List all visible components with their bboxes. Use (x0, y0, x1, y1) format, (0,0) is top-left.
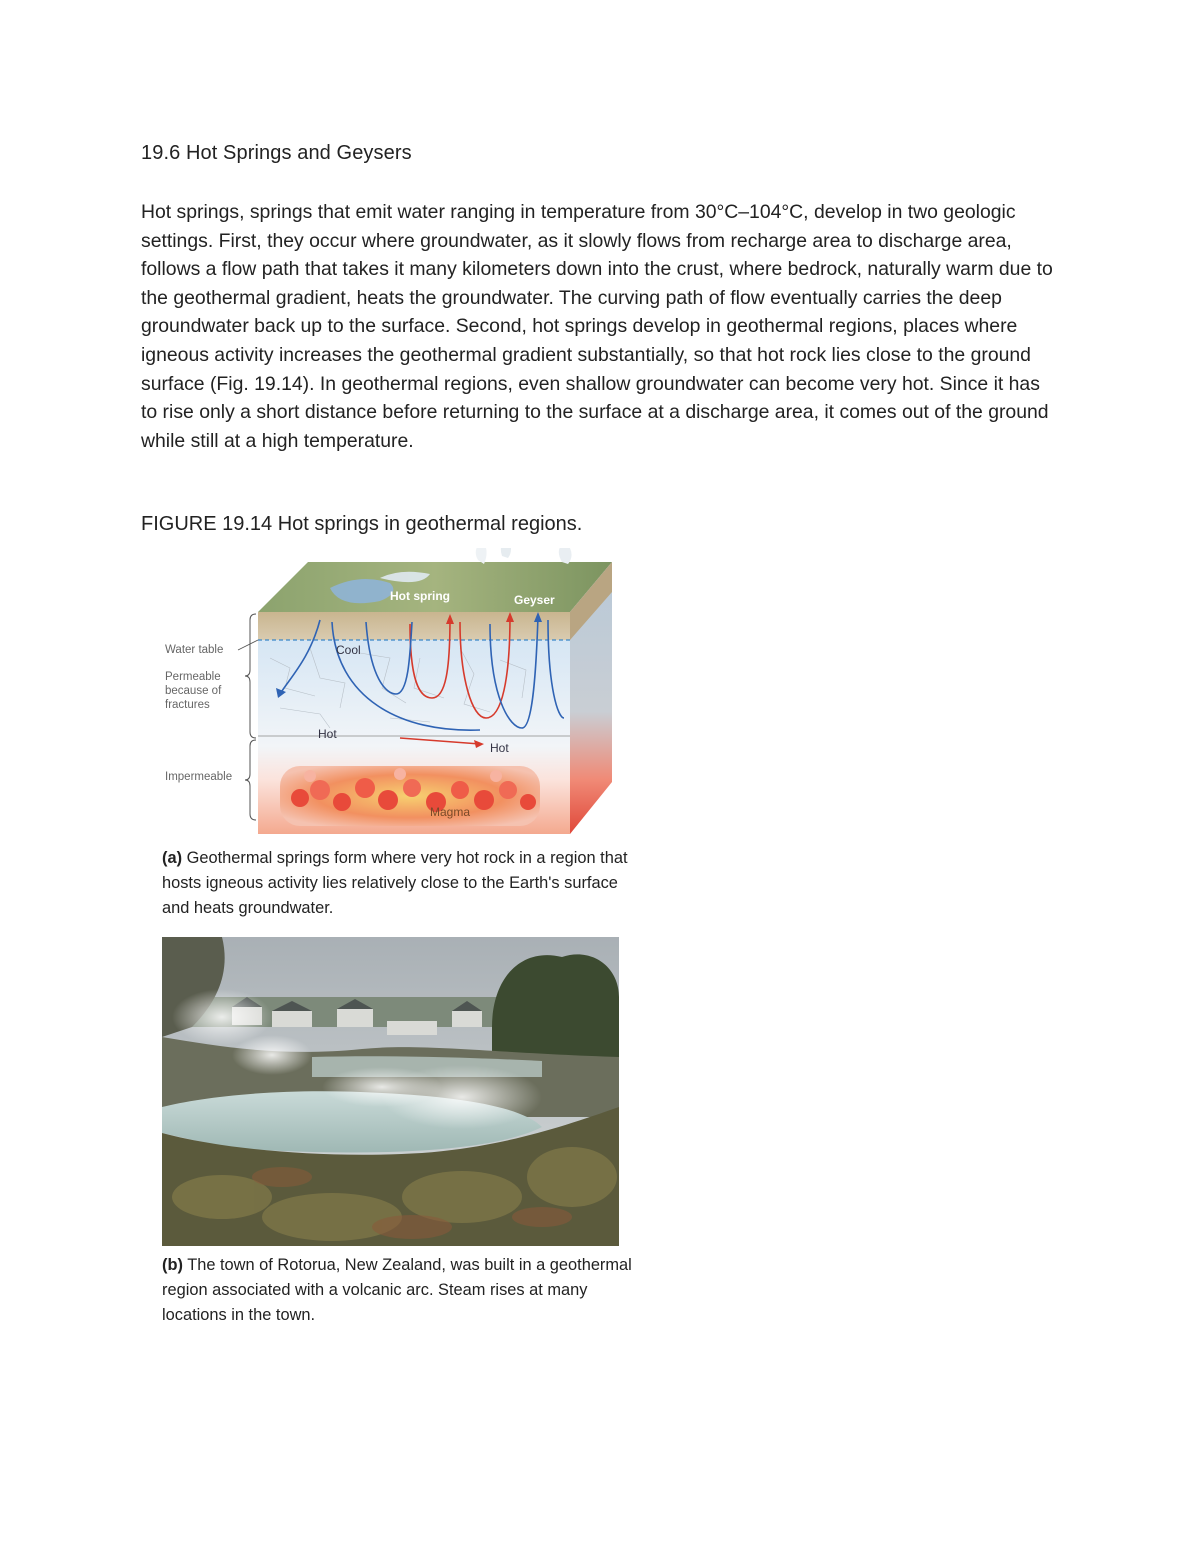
caption-b-tag: (b) (162, 1256, 183, 1274)
caption-b (162, 1253, 642, 1328)
label-hot-spring: Hot spring (390, 589, 450, 603)
label-permeable-2: because of (165, 685, 222, 697)
label-permeable-3: fractures (165, 699, 210, 711)
label-hot-right: Hot (490, 741, 509, 755)
rotorua-photo (162, 937, 619, 1246)
label-cool: Cool (336, 643, 361, 657)
caption-b-text: The town of Rotorua, New Zealand, was built in a geothermal region associated with a volcanic arc. Steam rises at many locations in the town. (162, 1256, 632, 1324)
label-permeable-1: Permeable (165, 671, 221, 683)
section-title: 19.6 Hot Springs and Geysers (141, 142, 412, 164)
caption-a-tag: (a) (162, 849, 183, 867)
label-magma: Magma (430, 805, 471, 819)
caption-a (162, 846, 642, 921)
caption-a-text: Geothermal springs form where very hot rock in a region that hosts igneous activity lies relatively close to the Earth's surface and heats groundwater. (162, 849, 628, 917)
label-geyser: Geyser (514, 593, 555, 607)
figure-title: FIGURE 19.14 Hot springs in geothermal regions. (141, 513, 583, 535)
label-water-table: Water table (165, 644, 224, 656)
geothermal-block-diagram (160, 548, 640, 840)
label-hot-left: Hot (318, 727, 337, 741)
body-paragraph: Hot springs, springs that emit water ranging in temperature from 30°C–104°C, develop in two geologic settings. First, they occur where groundwater, as it slowly flows from recharge area to discharge area, follows a flow path that takes it many kilometers down into the crust, where bedrock, naturally warm due to the geothermal gradient, heats the groundwater. The curving path of flow eventually carries the deep groundwater back up to the surface. Second, hot springs develop in geothermal regions, places where igneous activity increases the geothermal gradient substantially, so that hot rock lies close to the ground surface (Fig. 19.14). In geothermal regions, even shallow groundwater can become very hot. Since it has to rise only a short distance before returning to the surface at a discharge area, it comes out of the ground while still at a high temperature. (141, 201, 1053, 452)
label-impermeable: Impermeable (165, 771, 233, 783)
